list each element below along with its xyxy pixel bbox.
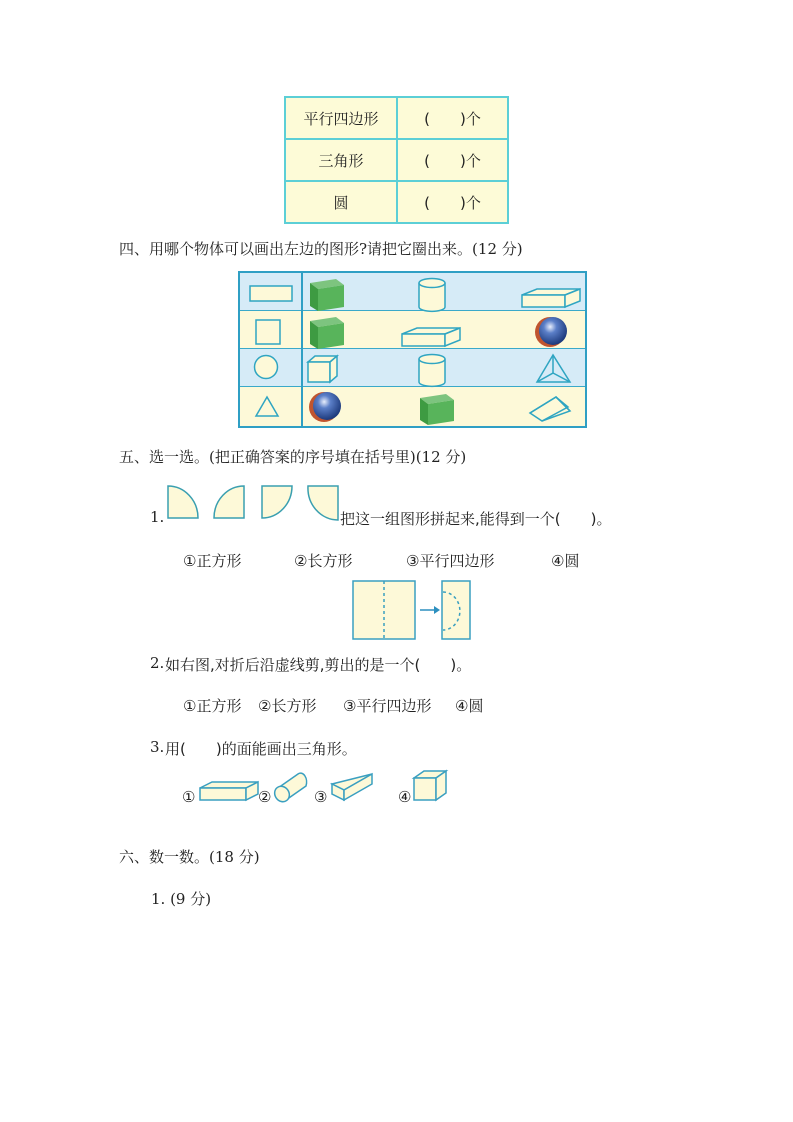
quarter-circle-icon bbox=[168, 486, 198, 518]
ball-icon[interactable] bbox=[309, 392, 341, 422]
square-shape-icon bbox=[256, 320, 280, 344]
question-number: 1. bbox=[150, 508, 165, 526]
cube-icon[interactable] bbox=[414, 771, 446, 800]
question-1-text: 把这一组图形拼起来,能得到一个( )。 bbox=[340, 510, 612, 528]
option-2[interactable]: ② bbox=[258, 788, 272, 806]
quarter-circles-figure bbox=[164, 482, 342, 524]
option-3[interactable]: ③平行四边形 bbox=[343, 697, 432, 715]
section-6-title: 六、数一数。(18 分) bbox=[119, 848, 260, 866]
option-2[interactable]: ②长方形 bbox=[258, 697, 317, 715]
cuboid-icon[interactable] bbox=[200, 782, 258, 800]
option-3[interactable]: ③平行四边形 bbox=[406, 552, 495, 570]
cuboid-icon[interactable] bbox=[522, 289, 580, 307]
triangle-shape-icon bbox=[256, 397, 278, 416]
shape-name-cell: 圆 bbox=[285, 181, 397, 223]
answer-cell[interactable]: ( )个 bbox=[397, 97, 508, 139]
cylinder-icon[interactable] bbox=[419, 355, 445, 387]
cuboid-icon[interactable] bbox=[402, 328, 460, 346]
option-1[interactable]: ①正方形 bbox=[183, 697, 242, 715]
quarter-circle-icon bbox=[308, 486, 338, 520]
answer-cell[interactable]: ( )个 bbox=[397, 139, 508, 181]
section-5-title: 五、选一选。(把正确答案的序号填在括号里)(12 分) bbox=[119, 448, 467, 466]
option-4[interactable]: ④ bbox=[398, 788, 412, 806]
cylinder-icon[interactable] bbox=[272, 773, 307, 804]
rectangle-shape-icon bbox=[250, 286, 292, 301]
shape-name-cell: 三角形 bbox=[285, 139, 397, 181]
green-cube-icon[interactable] bbox=[310, 279, 344, 311]
green-cube-icon[interactable] bbox=[310, 317, 344, 349]
circle-shape-icon bbox=[255, 356, 278, 379]
sub-question-1: 1. (9 分) bbox=[151, 890, 212, 908]
option-1[interactable]: ①正方形 bbox=[183, 552, 242, 570]
answer-cell[interactable]: ( )个 bbox=[397, 181, 508, 223]
question-3-text: 用( )的面能画出三角形。 bbox=[165, 740, 357, 758]
quarter-circle-icon bbox=[214, 486, 244, 518]
table-row bbox=[285, 139, 508, 181]
option-4[interactable]: ④圆 bbox=[551, 552, 580, 570]
shape-name-cell: 平行四边形 bbox=[285, 97, 397, 139]
triangular-prism-icon[interactable] bbox=[332, 774, 372, 800]
ball-icon[interactable] bbox=[535, 317, 567, 347]
question-number: 2. bbox=[150, 654, 165, 672]
section-4-title: 四、用哪个物体可以画出左边的图形?请把它圈出来。(12 分) bbox=[119, 240, 523, 258]
option-1[interactable]: ① bbox=[182, 788, 196, 806]
wire-cube-icon[interactable] bbox=[308, 356, 337, 382]
option-4[interactable]: ④圆 bbox=[455, 697, 484, 715]
solids-figure bbox=[196, 766, 456, 806]
question-number: 3. bbox=[150, 738, 165, 756]
cylinder-icon[interactable] bbox=[419, 279, 445, 312]
question-2-text: 如右图,对折后沿虚线剪,剪出的是一个( )。 bbox=[165, 656, 472, 674]
option-3[interactable]: ③ bbox=[314, 788, 328, 806]
count-table bbox=[284, 96, 509, 224]
table-row bbox=[285, 97, 508, 139]
quarter-circle-icon bbox=[262, 486, 292, 518]
option-2[interactable]: ②长方形 bbox=[294, 552, 353, 570]
table-row bbox=[285, 181, 508, 223]
shapes-matching-table bbox=[238, 271, 587, 428]
green-cube-icon[interactable] bbox=[420, 394, 454, 425]
triangular-prism-icon[interactable] bbox=[530, 397, 570, 421]
fold-cut-figure bbox=[350, 578, 475, 642]
arrow-right-icon bbox=[434, 606, 440, 614]
triangular-pyramid-icon[interactable] bbox=[537, 355, 570, 382]
